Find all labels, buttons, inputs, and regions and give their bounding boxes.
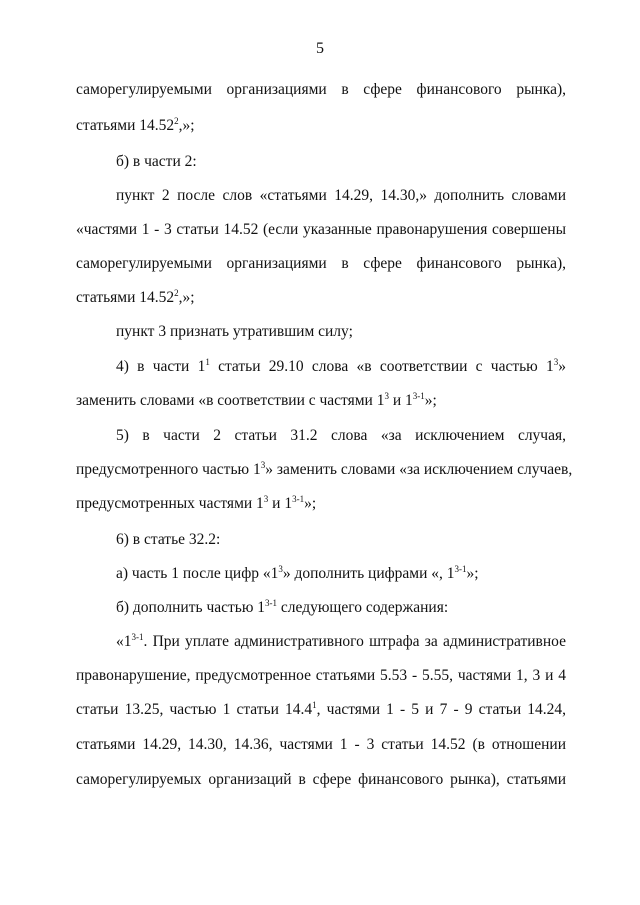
text-line: правонарушение, предусмотренное статьями 5.53 - 5.55, частями 1, 3 и 4 (76, 667, 566, 684)
text-line: 6) в статье 32.2: (116, 531, 221, 548)
text-line: 4) в части $1^1$ статьи 29.10 слова «в соответствии с частью $1^3$» (116, 357, 566, 375)
text-line: статьями 14.52$^2$,»; (76, 116, 195, 134)
text-line: статьями 14.29, 14.30, 14.36, частями 1 - 3 статьи 14.52 (в отношении (76, 736, 566, 753)
text-line: пункт 2 после слов «статьями 14.29, 14.30,» дополнить словами (116, 187, 566, 204)
text-line: предусмотренного частью $1^3$» заменить словами «за исключением случаев, (76, 460, 573, 478)
text-line: статьями 14.52$^2$,»; (76, 288, 195, 306)
text-line: «1$^{3-1}$. При уплате административного штрафа за административное (116, 632, 566, 650)
text-line: а) часть 1 после цифр «$1^3$» дополнить цифрами «, 1$^{3-1}$»; (116, 564, 479, 582)
page-number: 5 (316, 40, 324, 57)
text-line: предусмотренных частями $1^3$ и 1$^{3-1}$»; (76, 494, 317, 512)
text-line: саморегулируемых организаций в сфере финансового рынка), статьями (76, 771, 566, 788)
text-line: саморегулируемыми организациями в сфере финансового рынка), (76, 81, 566, 98)
text-line: б) дополнить частью 1$^{3-1}$ следующего содержания: (116, 598, 449, 616)
text-line: «частями 1 - 3 статьи 14.52 (если указанные правонарушения совершены (76, 221, 566, 238)
text-line: саморегулируемыми организациями в сфере финансового рынка), (76, 255, 566, 272)
text-line: статьи 13.25, частью 1 статьи 14.4$^1$, частями 1 - 5 и 7 - 9 статьи 14.24, (76, 700, 566, 718)
text-line: б) в части 2: (116, 153, 197, 170)
text-line: 5) в части 2 статьи 31.2 слова «за исключением случая, (116, 427, 566, 444)
text-line: пункт 3 признать утратившим силу; (116, 323, 353, 340)
text-line: заменить словами «в соответствии с частями $1^3$ и 1$^{3-1}$»; (76, 391, 437, 409)
